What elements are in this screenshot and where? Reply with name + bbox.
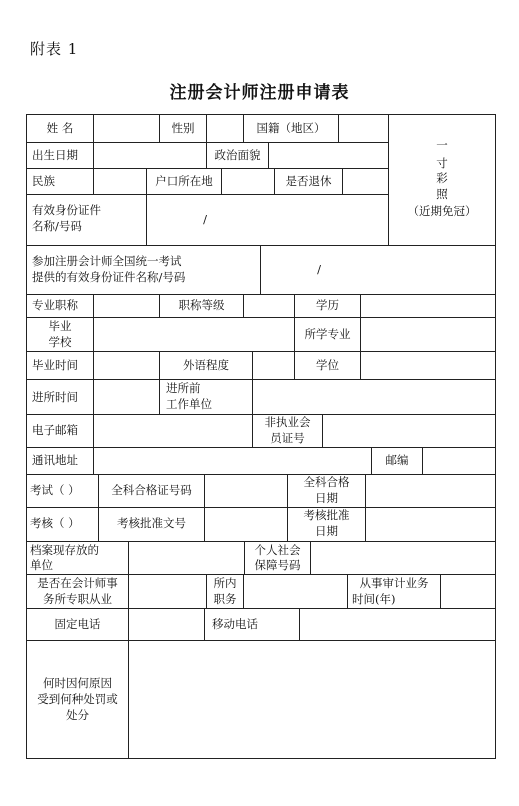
table-border (26, 758, 496, 759)
label-social-security: 保障号码 (254, 558, 301, 572)
foreign-lang-field[interactable] (253, 352, 294, 379)
label-post: 所内 (213, 576, 237, 590)
row-divider (26, 168, 388, 169)
label-prev-unit: 工作单位 (166, 397, 212, 411)
label-title-grade: 职称等级 (178, 298, 225, 312)
post-field[interactable] (244, 575, 347, 608)
label-archive-unit: 单位 (30, 558, 53, 572)
penalty-field[interactable] (129, 641, 495, 758)
label-education: 学历 (316, 298, 339, 312)
name-field[interactable] (94, 115, 159, 142)
photo-placeholder-line: 一 (436, 138, 448, 152)
label-grad-school: 毕业 (48, 319, 72, 333)
label-retired: 是否退休 (285, 174, 332, 188)
label-cert-no: 全科合格证号码 (111, 483, 192, 497)
id-doc-value: / (203, 212, 207, 226)
label-join-time: 进所时间 (32, 390, 78, 404)
label-address: 通讯地址 (32, 453, 78, 467)
photo-box[interactable] (389, 115, 495, 245)
professional-title-field[interactable] (94, 295, 159, 317)
nonpractice-no-field[interactable] (323, 415, 495, 447)
label-penalty: 处分 (66, 708, 89, 722)
label-exam-check[interactable]: 考试（ ） (30, 483, 80, 497)
label-approval-date: 考核批准 (303, 508, 350, 522)
table-border (26, 114, 27, 759)
audit-years-field[interactable] (441, 575, 495, 608)
id-doc-field[interactable] (147, 195, 388, 245)
col-divider (159, 379, 160, 414)
label-gender: 性别 (171, 121, 195, 135)
postcode-field[interactable] (423, 448, 495, 474)
grad-school-field[interactable] (94, 318, 294, 351)
label-pass-date: 全科合格 (303, 475, 350, 489)
label-audit-years: 从事审计业务 (359, 576, 429, 590)
label-landline: 固定电话 (54, 617, 101, 631)
gender-field[interactable] (207, 115, 243, 142)
label-ethnicity: 民族 (32, 174, 55, 188)
social-security-field[interactable] (311, 542, 495, 574)
pass-date-field[interactable] (366, 475, 495, 507)
label-postcode: 邮编 (385, 453, 409, 467)
label-penalty: 何时因何原因 (43, 676, 112, 690)
photo-placeholder-line: 寸 (436, 156, 448, 170)
photo-placeholder-line: 彩 (436, 171, 448, 185)
landline-field[interactable] (129, 609, 204, 640)
archive-unit-field[interactable] (129, 542, 244, 574)
label-grad-time: 毕业时间 (32, 358, 78, 372)
label-name: 姓 名 (46, 121, 74, 135)
label-penalty: 受到何种处罚或 (37, 692, 118, 706)
label-foreign-lang: 外语程度 (183, 358, 229, 372)
degree-field[interactable] (361, 352, 495, 379)
label-approval-no: 考核批准文号 (117, 516, 186, 530)
label-professional-title: 专业职称 (32, 298, 78, 312)
photo-placeholder-line: （近期免冠） (407, 204, 477, 218)
label-political-status: 政治面貌 (214, 148, 261, 162)
label-birth-date: 出生日期 (32, 148, 78, 162)
label-major: 所学专业 (304, 327, 351, 341)
label-audit-years: 时间(年) (352, 592, 396, 606)
education-field[interactable] (361, 295, 495, 317)
table-border (495, 114, 496, 759)
label-pass-date: 日期 (315, 491, 338, 505)
approval-date-field[interactable] (366, 508, 495, 541)
label-post: 职务 (213, 592, 237, 606)
label-prev-unit: 进所前 (166, 381, 201, 395)
address-field[interactable] (94, 448, 371, 474)
grad-time-field[interactable] (94, 352, 159, 379)
annex-label: 附表 1 (30, 40, 79, 58)
photo-placeholder-line: 照 (436, 187, 448, 201)
approval-no-field[interactable] (205, 508, 287, 541)
title-grade-field[interactable] (244, 295, 294, 317)
exam-id-field[interactable] (261, 246, 495, 294)
label-id-doc: 有效身份证件 (32, 203, 101, 217)
retired-field[interactable] (343, 169, 388, 194)
label-fulltime: 务所专职从业 (43, 592, 112, 606)
form-title: 注册会计师注册申请表 (169, 83, 350, 103)
label-id-doc: 名称/号码 (32, 219, 82, 233)
political-status-field[interactable] (269, 143, 388, 168)
join-time-field[interactable] (94, 380, 159, 414)
prev-unit-field[interactable] (253, 380, 495, 414)
label-degree: 学位 (316, 358, 339, 372)
ethnicity-field[interactable] (94, 169, 146, 194)
label-approval-date: 日期 (315, 524, 338, 538)
exam-id-value: / (317, 262, 321, 276)
label-social-security: 个人社会 (254, 543, 301, 557)
label-nationality: 国籍（地区） (256, 121, 326, 135)
label-nonpractice-no: 员证号 (270, 431, 305, 445)
label-nonpractice-no: 非执业会 (264, 415, 311, 429)
label-email: 电子邮箱 (32, 423, 78, 437)
label-exam-id: 提供的有效身份证件名称/号码 (32, 270, 186, 284)
hukou-field[interactable] (222, 169, 274, 194)
nationality-field[interactable] (339, 115, 388, 142)
birth-date-field[interactable] (94, 143, 206, 168)
major-field[interactable] (361, 318, 495, 351)
label-grad-school: 学校 (48, 335, 72, 349)
label-mobile: 移动电话 (212, 617, 258, 631)
label-hukou: 户口所在地 (155, 174, 213, 188)
mobile-field[interactable] (300, 609, 495, 640)
label-fulltime: 是否在会计师事 (37, 576, 118, 590)
fulltime-field[interactable] (129, 575, 206, 608)
label-archive-unit: 档案现存放的 (30, 543, 99, 557)
cert-no-field[interactable] (205, 475, 287, 507)
label-assess-check[interactable]: 考核（ ） (30, 516, 80, 530)
email-field[interactable] (94, 415, 252, 447)
label-exam-id: 参加注册会计师全国统一考试 (32, 254, 182, 268)
